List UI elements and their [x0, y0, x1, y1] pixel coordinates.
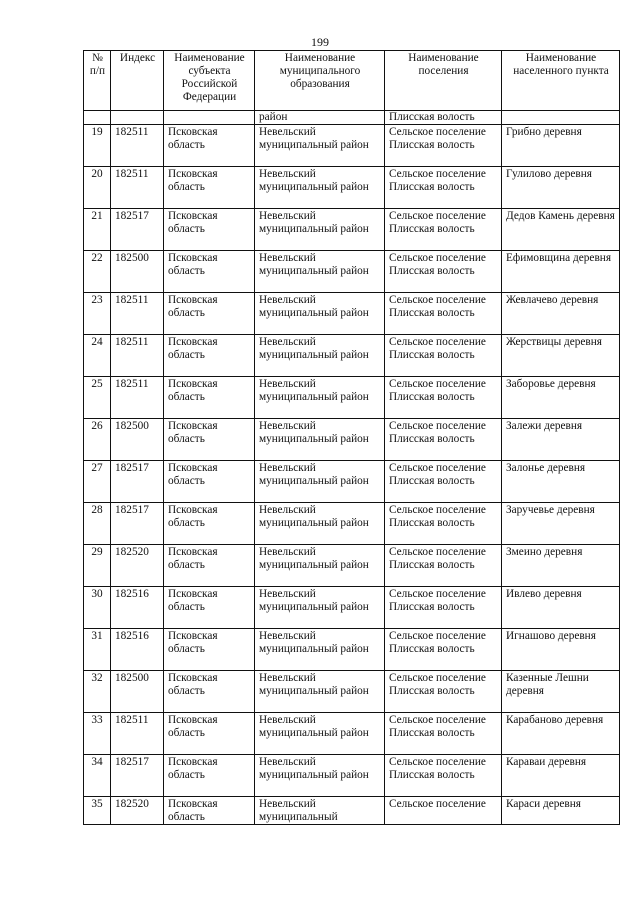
cell-num: 23	[84, 293, 111, 335]
cell-locality: Ефимовщина деревня	[502, 251, 620, 293]
cell-subject: Псковская область	[164, 503, 255, 545]
cell-locality: Карабаново деревня	[502, 713, 620, 755]
cell-municipality: Невельский муниципальный район	[255, 293, 385, 335]
cell-index: 182500	[111, 671, 164, 713]
cell-subject: Псковская область	[164, 125, 255, 167]
header-index: Индекс	[111, 51, 164, 111]
cell-index: 182511	[111, 335, 164, 377]
continuation-row	[84, 111, 620, 125]
table-row	[84, 671, 620, 713]
cell-num: 35	[84, 797, 111, 825]
table-row	[84, 125, 620, 167]
cell-settlement: Сельское поселение Плисская волость	[385, 209, 502, 251]
cell-subject: Псковская область	[164, 251, 255, 293]
table-row	[84, 377, 620, 419]
cell-subject: Псковская область	[164, 545, 255, 587]
cell-num: 21	[84, 209, 111, 251]
header-settlement: Наименование поселения	[385, 51, 502, 111]
cell-num: 33	[84, 713, 111, 755]
cell-municipality: Невельский муниципальный район	[255, 671, 385, 713]
cell-subject: Псковская область	[164, 797, 255, 825]
cell-index: 182517	[111, 209, 164, 251]
cell-settlement: Сельское поселение Плисская волость	[385, 671, 502, 713]
cell-locality: Гулилово деревня	[502, 167, 620, 209]
table-row	[84, 629, 620, 671]
cell-num: 32	[84, 671, 111, 713]
cell-municipality: Невельский муниципальный район	[255, 209, 385, 251]
cell-index: 182500	[111, 251, 164, 293]
cell-num: 22	[84, 251, 111, 293]
cell-num: 25	[84, 377, 111, 419]
cell-municipality: Невельский муниципальный район	[255, 503, 385, 545]
cell-locality: Залонье деревня	[502, 461, 620, 503]
cell-settlement: Сельское поселение Плисская волость	[385, 755, 502, 797]
continuation-settlement: Плисская волость	[385, 111, 502, 125]
table-row	[84, 209, 620, 251]
cell-settlement: Сельское поселение Плисская волость	[385, 125, 502, 167]
cell-settlement: Сельское поселение Плисская волость	[385, 503, 502, 545]
cell-num: 31	[84, 629, 111, 671]
cell-municipality: Невельский муниципальный район	[255, 251, 385, 293]
cell-num: 19	[84, 125, 111, 167]
table-row	[84, 335, 620, 377]
cell-subject: Псковская область	[164, 713, 255, 755]
cell-num: 30	[84, 587, 111, 629]
cell-subject: Псковская область	[164, 377, 255, 419]
cell-subject: Псковская область	[164, 293, 255, 335]
header-num: № п/п	[84, 51, 111, 111]
cell-num: 24	[84, 335, 111, 377]
cell-municipality: Невельский муниципальный район	[255, 755, 385, 797]
cell-municipality: Невельский муниципальный район	[255, 629, 385, 671]
cell-municipality: Невельский муниципальный район	[255, 545, 385, 587]
cell-subject: Псковская область	[164, 209, 255, 251]
cell-locality: Казенные Лешни деревня	[502, 671, 620, 713]
table-row	[84, 167, 620, 209]
table-row	[84, 545, 620, 587]
table-row	[84, 419, 620, 461]
cell-num: 26	[84, 419, 111, 461]
cell-locality: Змеино деревня	[502, 545, 620, 587]
table-row	[84, 587, 620, 629]
cell-index: 182500	[111, 419, 164, 461]
cell-settlement: Сельское поселение	[385, 797, 502, 825]
cell-locality: Караси деревня	[502, 797, 620, 825]
cell-index: 182517	[111, 755, 164, 797]
table-row	[84, 503, 620, 545]
cell-index: 182511	[111, 167, 164, 209]
cell-settlement: Сельское поселение Плисская волость	[385, 461, 502, 503]
cell-index: 182516	[111, 629, 164, 671]
cell-subject: Псковская область	[164, 335, 255, 377]
cell-settlement: Сельское поселение Плисская волость	[385, 419, 502, 461]
cell-subject: Псковская область	[164, 629, 255, 671]
cell-locality: Грибно деревня	[502, 125, 620, 167]
cell-settlement: Сельское поселение Плисская волость	[385, 545, 502, 587]
table-header-row	[84, 51, 620, 111]
cell-subject: Псковская область	[164, 167, 255, 209]
settlements-table	[83, 50, 620, 825]
cell-num: 27	[84, 461, 111, 503]
cell-settlement: Сельское поселение Плисская волость	[385, 251, 502, 293]
cell-locality: Заборовье деревня	[502, 377, 620, 419]
cell-num: 34	[84, 755, 111, 797]
cell-locality: Залежи деревня	[502, 419, 620, 461]
cell-index: 182511	[111, 293, 164, 335]
cell-index: 182511	[111, 377, 164, 419]
cell-municipality: Невельский муниципальный район	[255, 419, 385, 461]
cell-num: 29	[84, 545, 111, 587]
table-row	[84, 293, 620, 335]
cell-locality: Жерствицы деревня	[502, 335, 620, 377]
cell-municipality: Невельский муниципальный район	[255, 125, 385, 167]
cell-locality: Жевлачево деревня	[502, 293, 620, 335]
cell-municipality: Невельский муниципальный район	[255, 377, 385, 419]
table-row	[84, 713, 620, 755]
cell-index: 182511	[111, 713, 164, 755]
cell-index: 182511	[111, 125, 164, 167]
cell-municipality: Невельский муниципальный район	[255, 167, 385, 209]
continuation-municipality: район	[255, 111, 385, 125]
cell-subject: Псковская область	[164, 587, 255, 629]
cell-index: 182520	[111, 545, 164, 587]
table-row	[84, 755, 620, 797]
table-row-last	[84, 797, 620, 825]
cell-municipality: Невельский муниципальный	[255, 797, 385, 825]
cell-municipality: Невельский муниципальный район	[255, 587, 385, 629]
cell-subject: Псковская область	[164, 419, 255, 461]
header-municipality: Наименование муниципального образования	[255, 51, 385, 111]
cell-num: 28	[84, 503, 111, 545]
cell-index: 182517	[111, 503, 164, 545]
cell-subject: Псковская область	[164, 461, 255, 503]
cell-municipality: Невельский муниципальный район	[255, 713, 385, 755]
cell-settlement: Сельское поселение Плисская волость	[385, 587, 502, 629]
cell-subject: Псковская область	[164, 671, 255, 713]
cell-municipality: Невельский муниципальный район	[255, 461, 385, 503]
table-row	[84, 251, 620, 293]
cell-subject: Псковская область	[164, 755, 255, 797]
cell-locality: Игнашово деревня	[502, 629, 620, 671]
header-subject: Наименование субъекта Российской Федерации	[164, 51, 255, 111]
cell-index: 182517	[111, 461, 164, 503]
cell-locality: Караваи деревня	[502, 755, 620, 797]
cell-settlement: Сельское поселение Плисская волость	[385, 713, 502, 755]
cell-locality: Дедов Камень деревня	[502, 209, 620, 251]
cell-settlement: Сельское поселение Плисская волость	[385, 167, 502, 209]
cell-settlement: Сельское поселение Плисская волость	[385, 377, 502, 419]
cell-settlement: Сельское поселение Плисская волость	[385, 293, 502, 335]
cell-municipality: Невельский муниципальный район	[255, 335, 385, 377]
cell-locality: Ивлево деревня	[502, 587, 620, 629]
header-locality: Наименование населенного пункта	[502, 51, 620, 111]
table-row	[84, 461, 620, 503]
cell-locality: Заручевье деревня	[502, 503, 620, 545]
cell-index: 182520	[111, 797, 164, 825]
cell-settlement: Сельское поселение Плисская волость	[385, 335, 502, 377]
cell-num: 20	[84, 167, 111, 209]
page-number: 199	[311, 35, 329, 49]
cell-index: 182516	[111, 587, 164, 629]
cell-settlement: Сельское поселение Плисская волость	[385, 629, 502, 671]
